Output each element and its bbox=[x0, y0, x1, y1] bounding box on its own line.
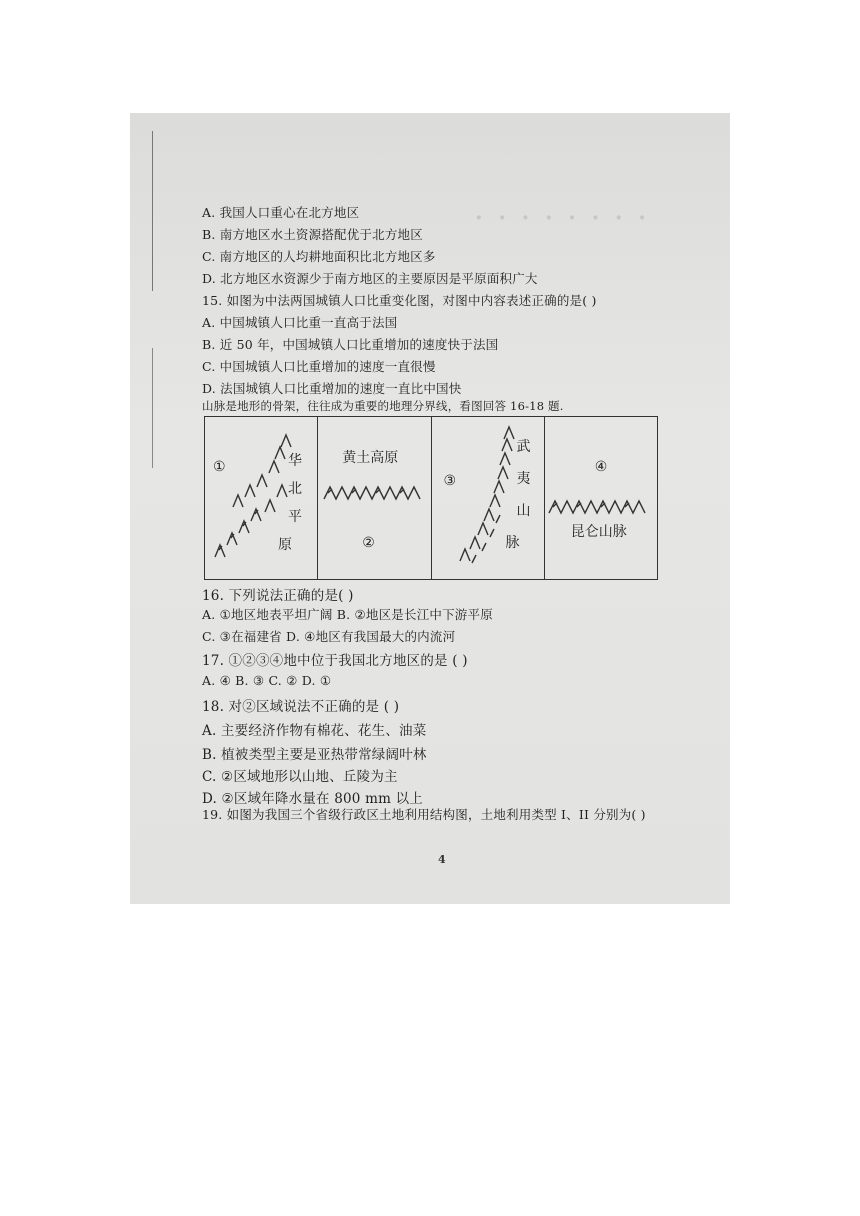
page-number: 4 bbox=[438, 853, 446, 866]
q16-options-cd: C. ③在福建省 D. ④地区有我国最大的内流河 bbox=[202, 629, 456, 644]
q18-option-a: A. 主要经济作物有棉花、花生、油菜 bbox=[202, 723, 427, 739]
question-15: 15. 如图为中法两国城镇人口比重变化图，对图中内容表述正确的是( ) bbox=[202, 293, 597, 308]
diagram-panel-1 bbox=[205, 417, 318, 579]
mountain-diagram bbox=[204, 416, 658, 580]
q18-option-b: B. 植被类型主要是亚热带常绿阔叶林 bbox=[202, 747, 427, 763]
question-19: 19. 如图为我国三个省级行政区土地利用结构图，土地利用类型 I、II 分别为( ) bbox=[202, 807, 646, 822]
section-intro: 山脉是地形的骨架，往往成为重要的地理分界线，看图回答 16-18 题. bbox=[202, 399, 564, 413]
q18-option-d: D. ②区域年降水量在 800 mm 以上 bbox=[202, 791, 423, 807]
panel-4-marker: ④ bbox=[594, 459, 608, 475]
plateau-title: 黄土高原 bbox=[342, 450, 399, 466]
q14-option-a: A. 我国人口重心在北方地区 bbox=[202, 205, 360, 220]
kunlun-range-drawing bbox=[545, 417, 658, 579]
q14-option-d: D. 北方地区水资源少于南方地区的主要原因是平原面积广大 bbox=[202, 271, 538, 286]
exam-page bbox=[130, 113, 730, 904]
binding-margin-line bbox=[152, 348, 153, 468]
panel-1-marker: ① bbox=[213, 459, 226, 475]
q16-options-ab: A. ①地区地表平坦广阔 B. ②地区是长江中下游平原 bbox=[202, 607, 493, 622]
q15-option-a: A. 中国城镇人口比重一直高于法国 bbox=[202, 315, 398, 330]
q14-option-c: C. 南方地区的人均耕地面积比北方地区多 bbox=[202, 249, 436, 264]
plain-label: 华 北 平 原 bbox=[278, 453, 302, 553]
question-16: 16. 下列说法正确的是( ) bbox=[202, 588, 354, 604]
q17-options: A. ④ B. ③ C. ② D. ① bbox=[202, 673, 332, 688]
binding-margin-line bbox=[152, 131, 153, 291]
bleed-through-text: · · · · · · · · bbox=[475, 205, 650, 231]
diagram-panel-4 bbox=[545, 417, 657, 579]
kunlun-title: 昆仑山脉 bbox=[570, 524, 627, 540]
panel-2-marker: ② bbox=[362, 535, 375, 551]
question-17: 17. ①②③④地中位于我国北方地区的是 ( ) bbox=[202, 653, 468, 669]
q14-option-b: B. 南方地区水土资源搭配优于北方地区 bbox=[202, 227, 423, 242]
diagram-panel-3 bbox=[432, 417, 545, 579]
q15-option-c: C. 中国城镇人口比重增加的速度一直很慢 bbox=[202, 359, 436, 374]
plateau-hills-drawing bbox=[318, 417, 431, 579]
q18-option-c: C. ②区域地形以山地、丘陵为主 bbox=[202, 769, 398, 785]
panel-3-marker: ③ bbox=[443, 473, 457, 489]
q15-option-d: D. 法国城镇人口比重增加的速度一直比中国快 bbox=[202, 381, 462, 396]
q15-option-b: B. 近 50 年，中国城镇人口比重增加的速度快于法国 bbox=[202, 337, 499, 352]
question-18: 18. 对②区域说法不正确的是 ( ) bbox=[202, 699, 400, 715]
wuyi-range-label: 武 夷 山 脉 bbox=[505, 439, 531, 551]
diagram-panel-2 bbox=[318, 417, 431, 579]
